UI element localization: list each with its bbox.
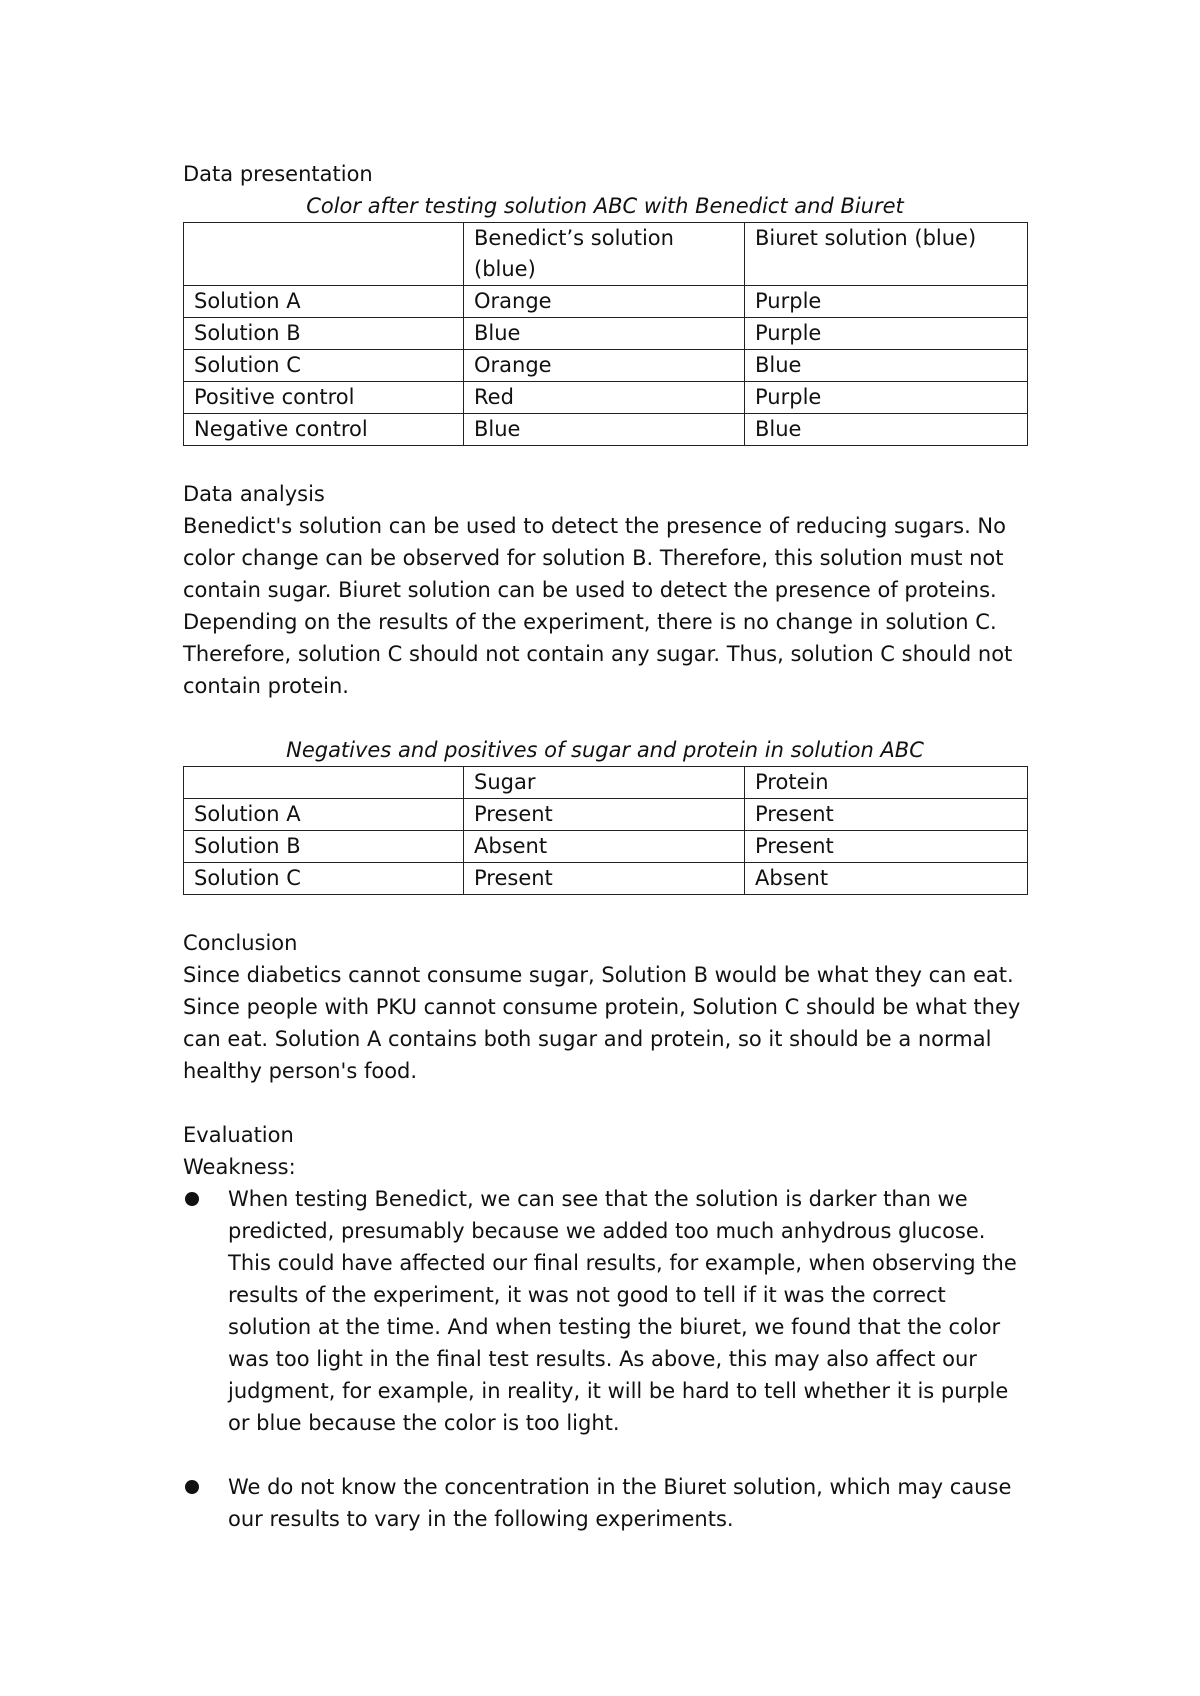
list-item-text: We do not know the concentration in the Biuret solution, which may cause our results to vary in the following experiments. bbox=[228, 1475, 1012, 1531]
list-item-text: When testing Benedict, we can see that the solution is darker than we predicted, presumably because we added too much anhydrous glucose. This could have affected our final results, for example, when observing the results of the experiment, it was not good to tell if it was the correct solution at the time. And when testing the biuret, we found that the color was too light in the final test results. As above, this may also affect our judgment, for example, in reality, it will be hard to tell whether it is purple or blue because the color is too light. bbox=[228, 1187, 1017, 1435]
data-analysis-paragraph: Benedict's solution can be used to detect the presence of reducing sugars. No color change can be observed for solution B. Therefore, this solution must not contain sugar. Biuret solution can be used to detect the presence of proteins. Depending on the results of the experiment, there is no change in solution C. Therefore, solution C should not contain any sugar. Thus, solution C should not contain protein. bbox=[183, 514, 1013, 698]
biuret-result: Purple bbox=[745, 286, 1028, 318]
list-item bbox=[183, 1471, 1027, 1535]
row-label: Solution B bbox=[184, 831, 464, 863]
biuret-result: Blue bbox=[745, 414, 1028, 446]
color-table-caption: Color after testing solution ABC with Benedict and Biuret bbox=[306, 194, 904, 218]
protein-result: Present bbox=[745, 799, 1028, 831]
row-label: Solution C bbox=[184, 863, 464, 895]
header-cell-benedict: Benedict’s solution (blue) bbox=[464, 223, 745, 286]
row-label: Solution A bbox=[184, 799, 464, 831]
table-row bbox=[184, 350, 1028, 382]
sugar-result: Present bbox=[464, 863, 745, 895]
weakness-list bbox=[183, 1183, 1027, 1535]
benedict-result: Orange bbox=[464, 350, 745, 382]
data-presentation-heading: Data presentation bbox=[183, 162, 373, 186]
header-cell-protein: Protein bbox=[745, 767, 1028, 799]
header-cell-biuret: Biuret solution (blue) bbox=[745, 223, 1028, 286]
table-header-row bbox=[184, 767, 1028, 799]
table-row bbox=[184, 831, 1028, 863]
benedict-result: Orange bbox=[464, 286, 745, 318]
document-page bbox=[183, 158, 1027, 1535]
list-item bbox=[183, 1183, 1027, 1439]
row-label: Solution A bbox=[184, 286, 464, 318]
conclusion-paragraph: Since diabetics cannot consume sugar, Solution B would be what they can eat. Since people with PKU cannot consume protein, Solution C should be what they can eat. Solution A contains both sugar and protein, so it should be a normal healthy person's food. bbox=[183, 963, 1021, 1083]
protein-result: Absent bbox=[745, 863, 1028, 895]
header-cell-sugar: Sugar bbox=[464, 767, 745, 799]
row-label: Positive control bbox=[184, 382, 464, 414]
conclusion-heading: Conclusion bbox=[183, 931, 298, 955]
row-label: Negative control bbox=[184, 414, 464, 446]
header-cell-empty bbox=[184, 767, 464, 799]
row-label: Solution C bbox=[184, 350, 464, 382]
table-row bbox=[184, 414, 1028, 446]
evaluation-heading: Evaluation bbox=[183, 1123, 294, 1147]
sugar-result: Present bbox=[464, 799, 745, 831]
color-results-table bbox=[183, 222, 1028, 446]
benedict-result: Blue bbox=[464, 318, 745, 350]
table-header-row bbox=[184, 223, 1028, 286]
benedict-result: Red bbox=[464, 382, 745, 414]
protein-result: Present bbox=[745, 831, 1028, 863]
header-cell-empty bbox=[184, 223, 464, 286]
row-label: Solution B bbox=[184, 318, 464, 350]
bullet-icon bbox=[185, 1192, 199, 1206]
weakness-subheading: Weakness: bbox=[183, 1155, 296, 1179]
table-row bbox=[184, 863, 1028, 895]
table-row bbox=[184, 318, 1028, 350]
summary-table-caption: Negatives and positives of sugar and protein in solution ABC bbox=[286, 738, 924, 762]
spacer bbox=[183, 702, 1027, 734]
benedict-result: Blue bbox=[464, 414, 745, 446]
sugar-protein-table bbox=[183, 766, 1028, 895]
table-row bbox=[184, 286, 1028, 318]
table-row bbox=[184, 382, 1028, 414]
spacer bbox=[183, 446, 1027, 478]
biuret-result: Purple bbox=[745, 382, 1028, 414]
biuret-result: Blue bbox=[745, 350, 1028, 382]
biuret-result: Purple bbox=[745, 318, 1028, 350]
table-row bbox=[184, 799, 1028, 831]
spacer bbox=[183, 895, 1027, 927]
data-analysis-heading: Data analysis bbox=[183, 482, 325, 506]
sugar-result: Absent bbox=[464, 831, 745, 863]
bullet-icon bbox=[185, 1480, 199, 1494]
spacer bbox=[183, 1087, 1027, 1119]
